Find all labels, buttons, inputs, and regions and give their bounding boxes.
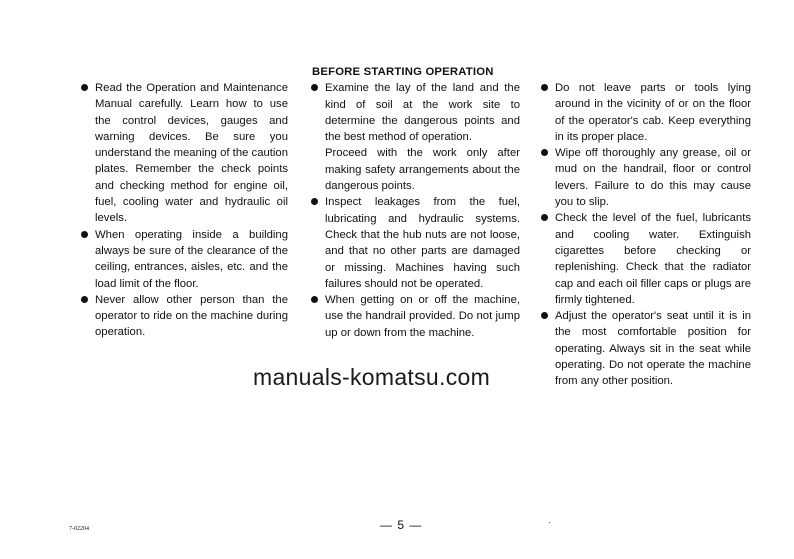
page-number: — 5 — bbox=[380, 518, 423, 532]
bullet-icon bbox=[81, 231, 88, 238]
list-item bbox=[540, 210, 751, 308]
list-item bbox=[80, 227, 288, 292]
list-item bbox=[310, 194, 520, 292]
list-item bbox=[80, 292, 288, 341]
item-text: Never allow other person than the operator to ride on the machine during operation. bbox=[95, 293, 288, 339]
bullet-icon bbox=[311, 296, 318, 303]
list-item bbox=[540, 308, 751, 389]
document-code: 7-02204 bbox=[69, 526, 89, 532]
middle-column bbox=[310, 64, 520, 341]
bullet-icon bbox=[81, 84, 88, 91]
list-item bbox=[310, 292, 520, 341]
item-text: Wipe off thoroughly any grease, oil or mud on the handrail, floor or control levers. Failure to do this may cause you to slip. bbox=[555, 147, 751, 209]
item-text: When getting on or off the machine, use the handrail provided. Do not jump up or down from the machine. bbox=[325, 294, 520, 339]
left-column bbox=[80, 80, 288, 341]
section-heading: BEFORE STARTING OPERATION bbox=[312, 66, 494, 78]
watermark: manuals-komatsu.com bbox=[253, 364, 491, 390]
list-item bbox=[310, 80, 520, 194]
list-item bbox=[80, 80, 288, 227]
item-text: Read the Operation and Maintenance Manual carefully. Learn how to use the control devices, gauges and warning devices. Be sure you understand the meaning of the caution plates. Remember the check points and checking method for engine oil, fuel, cooling water and hydraulic oil levels. bbox=[95, 82, 288, 225]
item-text-continued: Proceed with the work only after making safety arrangements about the dangerous points. bbox=[325, 147, 520, 193]
bullet-icon bbox=[311, 198, 318, 205]
item-text: Do not leave parts or tools lying around in the vicinity of or on the floor of the operator's cab. Keep everything in its proper place. bbox=[555, 82, 751, 143]
item-text: Examine the lay of the land and the kind of soil at the work site to determine the dangerous points and the best method of operation. bbox=[325, 82, 520, 144]
item-text: When operating inside a building always be sure of the clearance of the ceiling, entrances, aisles, etc. and the load limit of the floor. bbox=[95, 228, 288, 290]
item-text: Adjust the operator's seat until it is in the most comfortable position for operating. Always sit in the seat while operating. Do not operate the machine from any other position. bbox=[555, 310, 751, 388]
bullet-icon bbox=[81, 296, 88, 303]
bullet-icon bbox=[541, 312, 548, 319]
bullet-icon bbox=[541, 214, 548, 221]
item-text: Inspect leakages from the fuel, lubricating and hydraulic systems. Check that the hub nuts are not loose, and that no other parts are damaged or missing. Machines having such failures should not be operated. bbox=[325, 196, 520, 290]
bullet-icon bbox=[541, 149, 548, 156]
bullet-icon bbox=[541, 84, 548, 91]
bullet-icon bbox=[311, 84, 318, 91]
item-text: Check the level of the fuel, lubricants and cooling water. Extinguish cigarettes before checking or replenishing. Check that the radiator cap and each oil filler caps or plugs are firmly tightened. bbox=[555, 212, 751, 306]
right-column bbox=[540, 80, 751, 390]
list-item bbox=[540, 80, 751, 145]
list-item bbox=[540, 145, 751, 210]
stray-mark bbox=[549, 522, 550, 523]
